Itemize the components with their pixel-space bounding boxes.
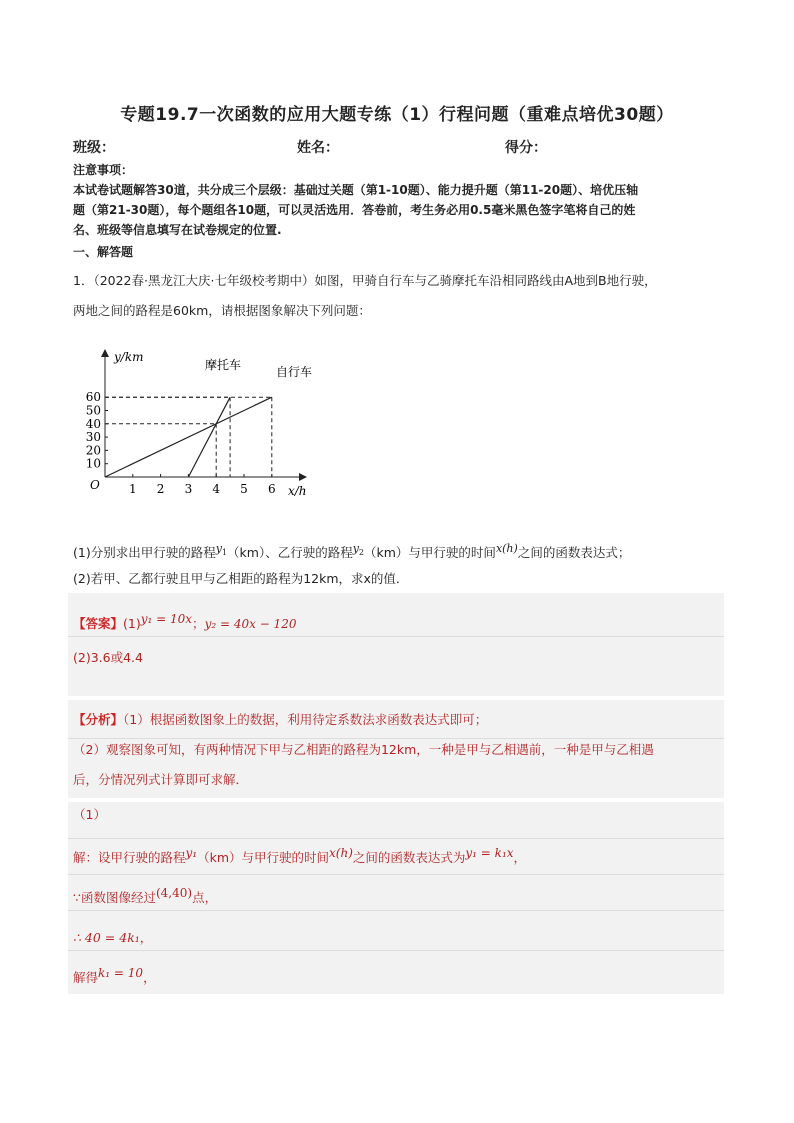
solution-eq-4: k₁ = 10 [98, 966, 144, 980]
analysis-line-2: （2）观察图象可知，有两种情况下甲与乙相距的路程为12km，一种是甲与乙相遇前，一种是甲与乙相遇 [73, 742, 654, 757]
answer-block [68, 593, 724, 696]
answer-line-2: (2)3.6或4.4 [73, 650, 143, 665]
solution-text-4d: ， [143, 970, 156, 986]
answer-tag: 【答案】 [73, 616, 124, 632]
origin-label: O [90, 478, 100, 492]
analysis-text-1: （1）根据函数图象上的数据，利用待定系数法求函数表达式即可； [123, 712, 488, 727]
solution-text-1c: 之间的函数表达式为 [352, 850, 466, 866]
bicycle-series-line [105, 397, 272, 477]
score-label: 得分： [505, 140, 547, 156]
solution-eq-1: y₁ = k₁x [465, 846, 514, 860]
notice-line-1: 本试卷试题解答30道，共分成三个层级：基础过关题（第1-10题）、能力提升题（第11-20题）、培优压轴 [73, 183, 639, 197]
solution-text-1b: （km）与甲行驶的时间 [197, 850, 330, 866]
y2-symbol: y [352, 542, 359, 555]
x-tick-label: 1 [128, 482, 137, 496]
notice-heading: 注意事项： [73, 163, 134, 177]
y-tick-label: 30 [85, 430, 101, 445]
xh-symbol: x(h) [495, 542, 518, 555]
distance-time-graph [80, 345, 340, 505]
part1-text-a: (1)分别求出甲行驶的路程 [73, 545, 216, 561]
solution-part-label: （1） [73, 807, 106, 822]
x-tick-label: 6 [267, 482, 276, 496]
y2-subscript: 2 [358, 548, 365, 558]
y-tick-label: 10 [85, 456, 101, 471]
solution-text-2a: ∵函数图像经过 [73, 890, 156, 906]
x-tick-label: 3 [184, 482, 193, 496]
y-tick-label: 40 [85, 416, 101, 431]
y-tick-label: 20 [85, 443, 101, 458]
answer-y2-equation: y₂ = 40x − 120 [204, 617, 297, 632]
y1-symbol: y [215, 542, 222, 555]
question-line-1: 1．（2022春·黑龙江大庆·七年级校考期中）如图，甲骑自行车与乙骑摩托车沿相同路线由A地到B地行驶， [73, 273, 657, 288]
solution-text-3d: ， [139, 930, 153, 945]
analysis-line-3: 后，分情况列式计算即可求解． [73, 772, 249, 787]
part1-text-d: 之间的函数表达式； [517, 545, 631, 561]
y-axis-label: y/km [114, 350, 144, 364]
paper-title: 专题19.7一次函数的应用大题专练（1）行程问题（重难点培优30题） [120, 105, 674, 125]
answer-line-1 [73, 612, 296, 632]
part1-text-c: （km）与甲行驶的时间 [364, 545, 496, 561]
class-label: 班级： [73, 140, 115, 156]
x-tick-label: 4 [212, 482, 221, 496]
solution-line-2 [73, 886, 217, 906]
question-part-2: (2)若甲、乙都行驶且甲与乙相距的路程为12km，求x的值． [73, 571, 409, 586]
analysis-line-1 [73, 710, 487, 728]
answer-separator: ； [192, 616, 205, 632]
solution-text-2b: 点， [192, 890, 218, 906]
notice-line-2: 题（第21-30题），每个题组各10题，可以灵活选用．答卷前，考生务必用0.5毫米黑色签字笔将自己的姓 [73, 203, 636, 217]
solution-text-1a: 解：设甲行驶的路程 [73, 850, 186, 866]
notice-line-3: 名、班级等信息填写在试卷规定的位置. [73, 223, 282, 237]
solution-text-1d: ， [513, 850, 527, 866]
y-tick-label: 50 [85, 403, 101, 418]
section-heading: 一、解答题 [73, 245, 134, 259]
answer-y1-equation: y₁ = 10x [140, 612, 193, 626]
motorbike-series-line [188, 397, 230, 477]
answer-part1-label: (1) [123, 616, 141, 632]
y-tick-label: 60 [85, 390, 101, 405]
motorbike-label: 摩托车 [205, 358, 242, 372]
question-line-2: 两地之间的路程是60km，请根据图象解决下列问题： [73, 303, 371, 318]
solution-y1: y₁ [185, 846, 198, 860]
solution-xh: x(h) [329, 846, 353, 860]
analysis-tag: 【分析】 [73, 712, 124, 727]
solution-point: (4,40) [155, 886, 193, 900]
solution-line-4 [73, 966, 156, 986]
series-lines [105, 397, 272, 477]
solution-text-4a: 解得 [73, 970, 99, 986]
part1-text-b: （km）、乙行驶的路程 [227, 545, 353, 561]
x-axis-label: x/h [288, 484, 307, 498]
x-tick-label: 2 [156, 482, 165, 496]
x-tick-label: 5 [240, 482, 248, 496]
y1-subscript: 1 [221, 548, 228, 558]
name-label: 姓名： [297, 140, 339, 156]
solution-eq-3: ∴ 40 = 4k₁ [73, 930, 140, 945]
solution-line-1 [73, 846, 526, 866]
solution-line-3 [73, 928, 152, 946]
bicycle-label: 自行车 [276, 365, 313, 379]
